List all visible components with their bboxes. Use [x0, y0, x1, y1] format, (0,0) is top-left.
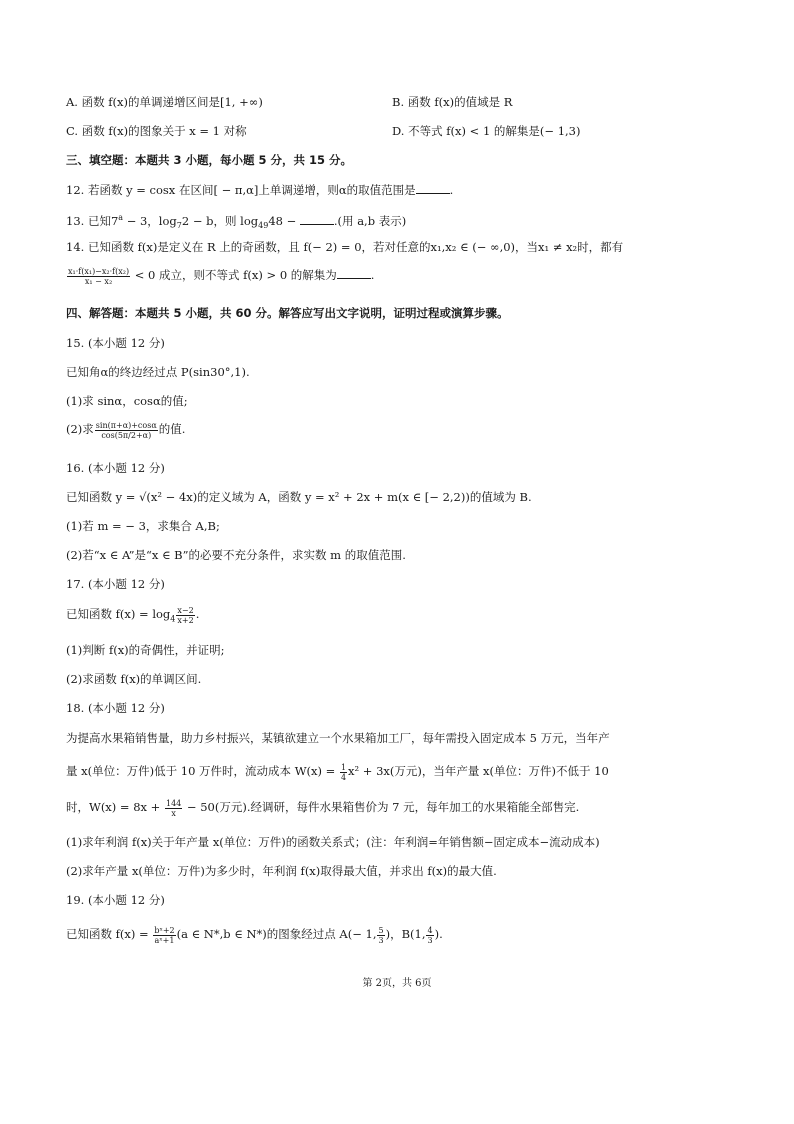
q18-fraction-quarter: $\frac{1}{4}$ — [340, 762, 347, 782]
option-row-cd — [66, 122, 581, 140]
question-13: 13. 已知$7^a - 3$，$\log_72 - b$，则 $\log_{49}48$ − .(用 a,b 表示) — [66, 213, 407, 231]
q16-part2: (2)若“x ∈ A”是“x ∈ B”的必要不充分条件，求实数 m 的取值范围. — [66, 548, 406, 562]
q17-title: 17. (本小题 12 分) — [66, 577, 165, 591]
q15-stem: 已知角α的终边经过点 P(sin30°,1). — [66, 365, 250, 379]
q17-part2: (2)求函数 f(x)的单调区间. — [66, 672, 202, 686]
q15-part2: (2)求 $\frac{\sin(\pi+\alpha)+\cos\alpha}{\cos(5\pi/2+\alpha)}$ 的值. — [66, 420, 186, 440]
section4-heading: 四、解答题：本题共 5 小题，共 60 分。解答应写出文字说明，证明过程或演算步骤。 — [66, 306, 509, 320]
q16-stem: 已知函数 y = √(x² − 4x)的定义域为 A，函数 y = x² + 2x + m(x ∈ [− 2,2))的值域为 B. — [66, 490, 532, 504]
option-row-ab — [66, 93, 513, 111]
answer-blank — [416, 182, 450, 194]
q17-stem: 已知函数 $f(x) = \log_4$ $\frac{x-2}{x+2}$ . — [66, 605, 200, 625]
question-14-line2: $\frac{\text{x₁·f(x₁)−x₂·f(x₂)}}{\text{x₁ − x₂}}$ < 0 成立，则不等式 f(x) > 0 的解集为 . — [68, 266, 375, 286]
q17-part1: (1)判断 f(x)的奇偶性，并证明; — [66, 643, 225, 657]
option-d: D. 不等式 f(x) < 1 的解集是(− 1,3) — [392, 124, 581, 138]
question-14-line1: 14. 已知函数 f(x)是定义在 R 上的奇函数，且 f(− 2) = 0，若对任意的x₁,x₂ ∈ (− ∞,0)，当x₁ ≠ x₂时，都有 — [66, 240, 624, 254]
q18-line2: 量 x(单位：万件)低于 10 万件时，流动成本 W(x) = $\frac{1}{4}$ x² + 3x(万元)，当年产量 x(单位：万件)不低于 10 — [66, 762, 609, 782]
answer-blank — [337, 267, 371, 279]
q19-title: 19. (本小题 12 分) — [66, 893, 165, 907]
q18-line3: 时，W(x) = 8x + $\frac{144}{x}$ − 50(万元).经调研，每件水果箱售价为 7 元，每年加工的水果箱能全部售完. — [66, 798, 580, 818]
option-b: B. 函数 f(x)的值域是 R — [392, 95, 513, 109]
q19-fraction: $\frac{\text{bˣ+2}}{\text{aˣ+1}}$ — [154, 925, 175, 945]
point-a-fraction: $\frac{5}{3}$ — [378, 925, 384, 945]
option-c: C. 函数 f(x)的图象关于 x = 1 对称 — [66, 124, 247, 138]
q16-title: 16. (本小题 12 分) — [66, 461, 165, 475]
answer-blank — [300, 213, 334, 225]
q18-part1: (1)求年利润 f(x)关于年产量 x(单位：万件)的函数关系式；(注：年利润=年销售额−固定成本−流动成本) — [66, 835, 600, 849]
section3-heading: 三、填空题：本题共 3 小题，每小题 5 分，共 15 分。 — [66, 153, 353, 167]
q18-fraction-144: $\frac{144}{x}$ — [165, 798, 182, 818]
q19-stem: 已知函数 f(x) = $\frac{\text{bˣ+2}}{\text{aˣ+1}}$ (a ∈ N*,b ∈ N*)的图象经过点 A(− 1, $\frac{5}{3}$ )，B(1, $\frac{4}{3}$ ). — [66, 925, 443, 945]
point-b-fraction: $\frac{4}{3}$ — [427, 925, 433, 945]
q18-title: 18. (本小题 12 分) — [66, 701, 165, 715]
q16-part1: (1)若 m = − 3，求集合 A,B; — [66, 519, 220, 533]
q18-line1: 为提高水果箱销售量，助力乡村振兴，某镇欲建立一个水果箱加工厂，每年需投入固定成本 5 万元，当年产 — [66, 731, 610, 745]
question-12: 12. 若函数 y = cosx 在区间[ − π,α]上单调递增，则α的取值范围是 . — [66, 183, 454, 197]
q18-part2: (2)求年产量 x(单位：万件)为多少时，年利润 f(x)取得最大值，并求出 f(x)的最大值. — [66, 864, 497, 878]
q17-fraction: $\frac{x-2}{x+2}$ — [177, 605, 194, 625]
q15-part1: (1)求 sinα，cosα的值; — [66, 394, 188, 408]
q14-fraction: $\frac{\text{x₁·f(x₁)−x₂·f(x₂)}}{\text{x₁ − x₂}}$ — [68, 266, 130, 286]
q15-fraction: $\frac{\sin(\pi+\alpha)+\cos\alpha}{\cos(5\pi/2+\alpha)}$ — [95, 420, 157, 440]
page-footer: 第 2页，共 6页 — [362, 978, 432, 989]
q15-title: 15. (本小题 12 分) — [66, 336, 165, 350]
option-a: A. 函数 f(x)的单调递增区间是[1, +∞) — [66, 95, 263, 109]
